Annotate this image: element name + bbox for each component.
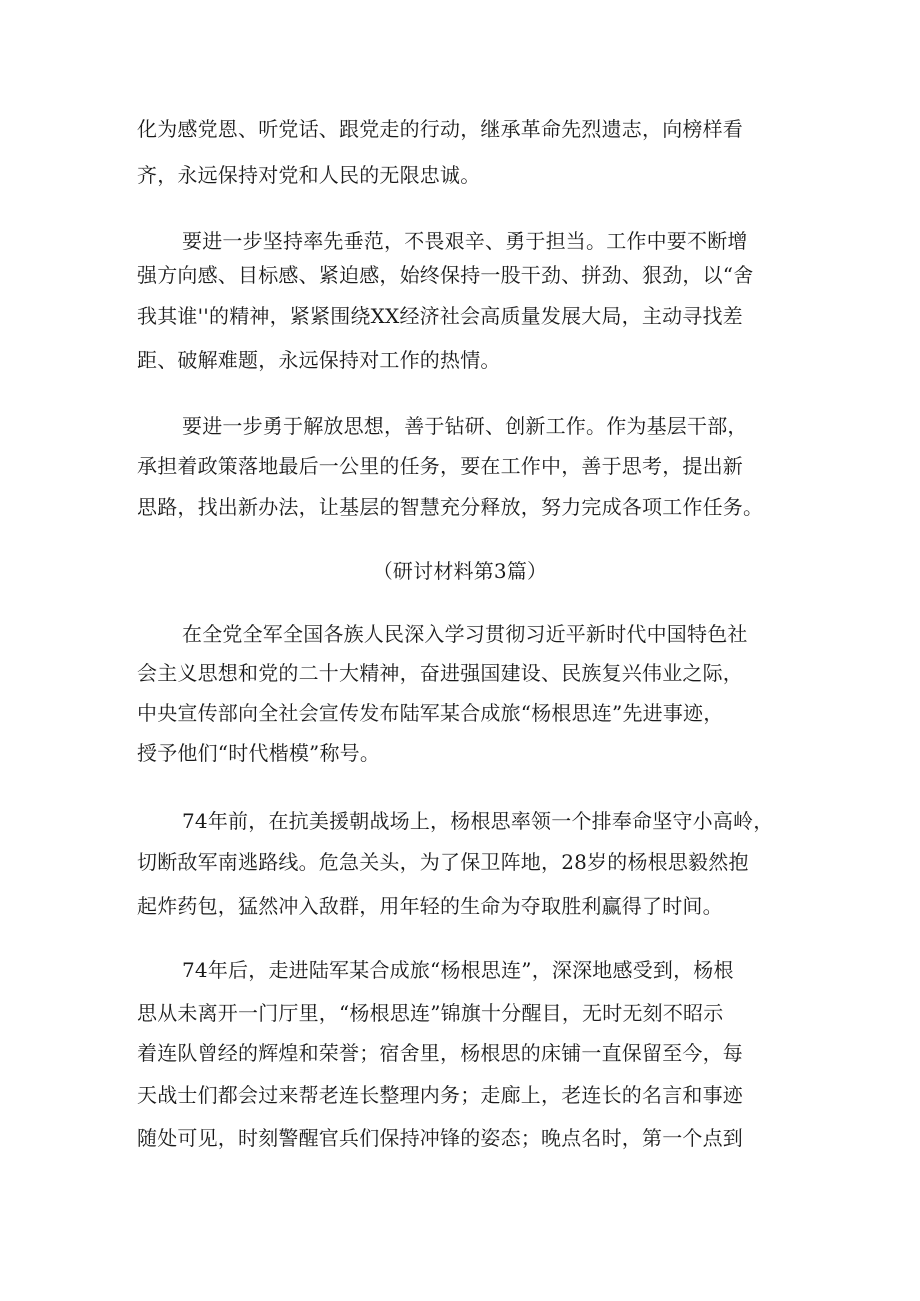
paragraph-3-line-3: 思路，找出新办法，让基层的智慧充分释放，努力完成各项工作任务。	[137, 495, 764, 519]
paragraph-2-line-1: 要进一步坚持率先垂范，不畏艰辛、勇于担当。工作中要不断增	[182, 229, 748, 253]
paragraph-3-line-2: 承担着政策落地最后一公里的任务，要在工作中，善于思考，提出新	[137, 454, 743, 478]
paragraph-2-line-3: 我其谁''的精神，紧紧围绕XX经济社会高质量发展大局，主动寻找差	[137, 304, 743, 328]
paragraph-6-line-5: 随处可见，时刻警醒官兵们保持冲锋的姿态；晚点名时，第一个点到	[137, 1126, 743, 1150]
paragraph-3-line-1: 要进一步勇于解放思想，善于钻研、创新工作。作为基层干部，	[182, 414, 748, 438]
paragraph-1-line-2: 齐，永远保持对党和人民的无限忠诚。	[137, 163, 481, 187]
paragraph-6-line-4: 天战士们都会过来帮老连长整理内务；走廊上，老连长的名言和事迹	[137, 1083, 743, 1107]
paragraph-4-line-4: 授予他们“时代楷模”称号。	[137, 741, 381, 765]
paragraph-2-line-4: 距、破解难题，永远保持对工作的热情。	[137, 348, 501, 372]
paragraph-5-line-3: 起炸药包，猛然冲入敌群，用年轻的生命为夺取胜利赢得了时间。	[137, 894, 723, 918]
paragraph-1-line-1: 化为感党恩、听党话、跟党走的行动，继承革命先烈遗志，向榜样看	[137, 117, 743, 141]
paragraph-2-line-2: 强方向感、目标感、紧迫感，始终保持一股干劲、拼劲、狠劲，以“舍	[137, 263, 754, 287]
paragraph-4-line-3: 中央宣传部向全社会宣传发布陆军某合成旅“杨根思连”先进事迹，	[137, 701, 724, 725]
paragraph-6-line-3: 着连队曾经的辉煌和荣誉；宿舍里，杨根思的床铺一直保留至今，每	[137, 1041, 743, 1065]
paragraph-6-line-2: 思从未离开一门厅里，“杨根思连”锦旗十分醒目，无时无刻不昭示	[137, 1001, 724, 1025]
paragraph-6-line-1: 74年后，走进陆军某合成旅“杨根思连”，深深地感受到，杨根	[182, 958, 734, 982]
paragraph-5-line-2: 切断敌军南逃路线。危急关头，为了保卫阵地，28岁的杨根思毅然抱	[137, 850, 749, 874]
paragraph-4-line-1: 在全党全军全国各族人民深入学习贯彻习近平新时代中国特色社	[182, 622, 748, 646]
section-heading: （研讨材料第3篇）	[372, 559, 548, 583]
paragraph-4-line-2: 会主义思想和党的二十大精神，奋进强国建设、民族复兴伟业之际，	[137, 661, 743, 685]
paragraph-5-line-1: 74年前，在抗美援朝战场上，杨根思率领一个排奉命坚守小高岭，	[182, 809, 774, 833]
